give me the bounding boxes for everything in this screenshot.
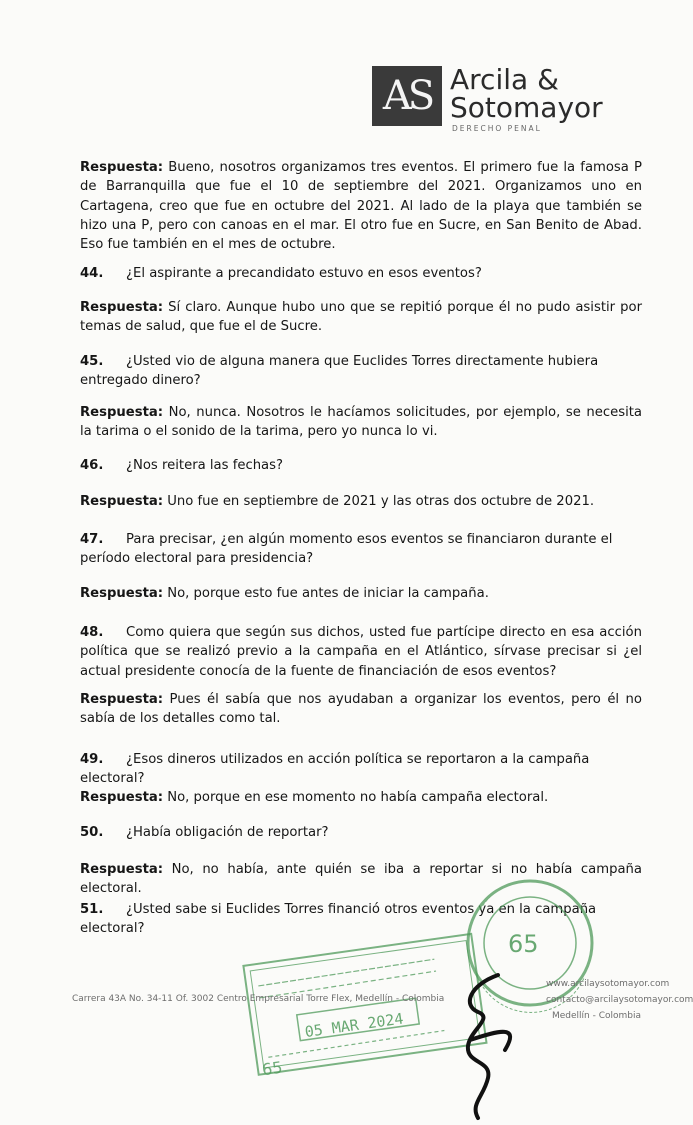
question-number: 44. [80,266,104,281]
answer-label: Respuesta: [80,586,164,601]
logo-name-line1: Arcila & [450,63,559,96]
answer-text: Uno fue en septiembre de 2021 y las otras dos octubre de 2021. [163,494,595,509]
answer-label: Respuesta: [80,405,164,420]
question-text: Para precisar, ¿en algún momento esos eventos se financiaron durante el período electoral para presidencia? [80,532,613,567]
footer-address: Carrera 43A No. 34-11 Of. 3002 Centro Empresarial Torre Flex, Medellín - Colombia [72,994,445,1004]
question-text: ¿Esos dineros utilizados en acción política se reportaron a la campaña electoral? [80,752,590,787]
answer-text: No, porque esto fue antes de iniciar la campaña. [163,586,489,601]
question-number: 49. [80,752,104,767]
answer-label: Respuesta: [80,790,164,805]
answer-text: Bueno, nosotros organizamos tres eventos. El primero fue la famosa P de Barranquilla que fue el 10 de septiembre del 2021. Organizamos uno en Cartagena, creo que fue en octubre del 2021. Al lado de la playa que también se hizo una P, pero con canoas en el mar. El otro fue en Sucre, en San Benito de Abad. Eso fue también en el mes de octubre. [80,160,642,253]
question-number: 51. [80,902,104,917]
stamp-date: 05 MAR 2024 [303,1009,405,1042]
answer-label: Respuesta: [80,862,164,877]
notary-rect-stamp [243,934,486,1075]
question-text: ¿Había obligación de reportar? [126,825,329,840]
question-text: Como quiera que según sus dichos, usted fue partícipe directo en esa acción política que se realizó previo a la campaña en el Atlántico, sírvase precisar si ¿el actual presidente conocía de la fuente de financiación de esos eventos? [80,625,642,679]
question-number: 47. [80,532,104,547]
logo-tagline: DERECHO PENAL [452,124,542,133]
footer-email: contacto@arcilaysotomayor.com [546,995,693,1005]
footer-city: Medellín - Colombia [551,1011,641,1021]
answer-label: Respuesta: [80,160,164,175]
logo-name-line2: Sotomayor [450,91,603,124]
question-number: 48. [80,625,104,640]
answer-label: Respuesta: [80,494,164,509]
footer-website: www.arcilaysotomayor.com [546,979,670,989]
answer-text: No, porque en ese momento no había campaña electoral. [163,790,549,805]
answer-text: Sí claro. Aunque hubo uno que se repitió porque él no pudo asistir por temas de salud, que fue el de Sucre. [80,300,642,335]
answer-label: Respuesta: [80,300,164,315]
answer-text: No, nunca. Nosotros le hacíamos solicitudes, por ejemplo, se necesita la tarima o el sonido de la tarima, pero yo nunca lo vi. [80,405,642,440]
stamp-number-seal: 65 [508,930,539,958]
footer-contact [546,976,693,1024]
question-text: ¿Usted sabe si Euclides Torres financió otros eventos ya en la campaña electoral? [80,902,597,937]
answer-text: No, no había, ante quién se iba a reportar si no había campaña electoral. [80,862,642,897]
question-number: 45. [80,354,104,369]
logo-monogram: AS [372,66,442,126]
question-text: ¿El aspirante a precandidato estuvo en esos eventos? [126,266,482,281]
answer-label: Respuesta: [80,692,164,707]
question-text: ¿Usted vio de alguna manera que Euclides Torres directamente hubiera entregado dinero? [80,354,599,389]
question-number: 50. [80,825,104,840]
stamp-number-left: 65 [260,1057,284,1080]
question-text: ¿Nos reitera las fechas? [126,458,284,473]
answer-text: Pues él sabía que nos ayudaban a organizar los eventos, pero él no sabía de los detalles como tal. [80,692,642,727]
question-number: 46. [80,458,104,473]
